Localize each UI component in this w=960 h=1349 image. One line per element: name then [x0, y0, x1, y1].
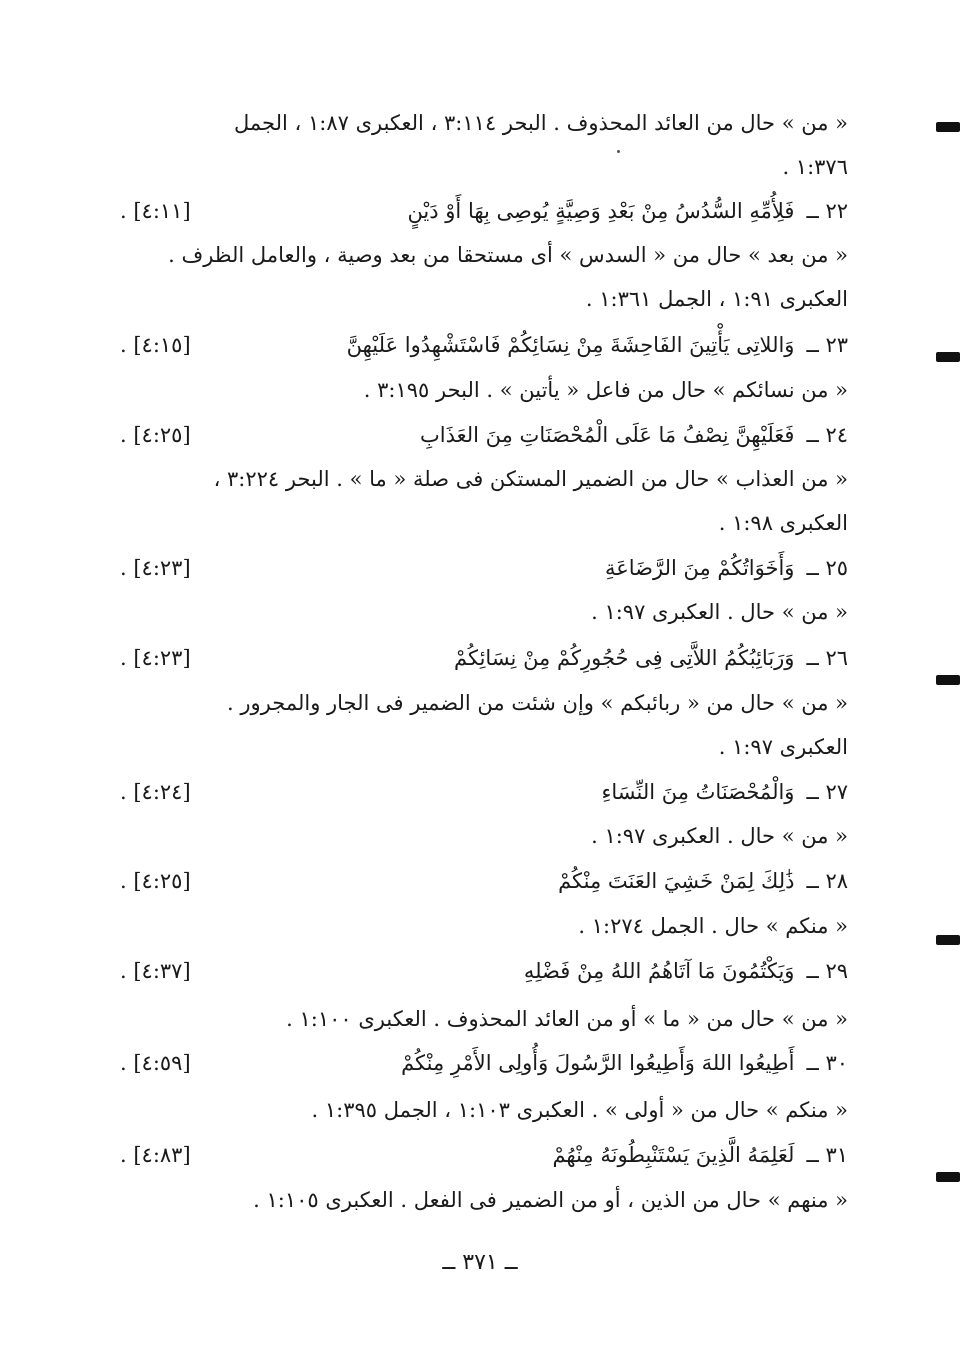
verse-reference: . [٤:٣٧]: [120, 959, 191, 983]
verse-reference: . [٤:٢٥]: [120, 423, 191, 447]
verse-number: ٢٨ ــ: [806, 869, 848, 893]
scan-edge-mark: [936, 1172, 960, 1182]
verse-reference: . [٤:٢٥]: [120, 869, 191, 893]
verse-24: [120, 413, 848, 457]
commentary-line: « من » حال من العائد المحذوف . البحر ٣:١١٤ ، العكبرى ١:٨٧ ، الجمل: [234, 111, 848, 135]
verse-reference: . [٤:٢٣]: [120, 556, 191, 580]
verse-text: وَاللاتِى يَأْتِينَ الفَاحِشَةَ مِنْ نِسَائِكُمْ فَاسْتَشْهِدُوا عَلَيْهِنَّ: [346, 333, 795, 357]
verse-reference: . [٤:٢٣]: [120, 646, 191, 670]
verse-reference: . [٤:١١]: [120, 199, 191, 223]
verse-30: [120, 1041, 848, 1085]
verse-number: ٢٣ ــ: [806, 333, 848, 357]
verse-reference: . [٤:٢٤]: [120, 780, 191, 804]
verse-number: ٢٥ ــ: [806, 556, 848, 580]
commentary-line: « منكم » حال من « أولى » . العكبرى ١:١٠٣ ، الجمل ١:٣٩٥ .: [311, 1098, 848, 1122]
scan-edge-mark: [936, 935, 960, 945]
verse-25: [120, 546, 848, 590]
verse-number: ٢٤ ــ: [806, 423, 848, 447]
verse-text: وَيَكْتُمُونَ مَا آتَاهُمُ اللهُ مِنْ فَضْلِهِ: [523, 959, 795, 983]
verse-number: ٢٧ ــ: [806, 780, 848, 804]
commentary-line: العكبرى ١:٩٧ .: [718, 735, 848, 759]
page-number: ــ ٣٧١ ــ: [442, 1250, 518, 1275]
commentary-line: العكبرى ١:٩٨ .: [718, 511, 848, 535]
verse-reference: . [٤:٥٩]: [120, 1051, 191, 1075]
verse-31: [120, 1133, 848, 1177]
verse-text: أَطِيعُوا اللهَ وَأَطِيعُوا الرَّسُولَ وَأُولِى الأَمْرِ مِنْكُمْ: [401, 1051, 795, 1075]
commentary-line: « من بعد » حال من « السدس » أى مستحقا من بعد وصية ، والعامل الظرف .: [168, 243, 848, 267]
commentary-line: « من نسائكم » حال من فاعل « يأتين » . البحر ٣:١٩٥ .: [363, 378, 848, 402]
commentary-line: « منهم » حال من الذين ، أو من الضمير فى الفعل . العكبرى ١:١٠٥ .: [253, 1188, 848, 1212]
verse-29: [120, 949, 848, 993]
verse-number: ٣١ ــ: [806, 1143, 848, 1167]
commentary-line: ١:٣٧٦ .: [782, 155, 848, 179]
verse-text: لَعَلِمَهُ الَّذِينَ يَسْتَنْبِطُونَهُ مِنْهُمْ: [552, 1143, 795, 1167]
verse-22: [120, 189, 848, 233]
verse-23: [120, 323, 848, 367]
verse-27: [120, 770, 848, 814]
verse-text: فَلِأُمِّهِ السُّدُسُ مِنْ بَعْدِ وَصِيَّةٍ يُوصِى بِهَا أَوْ دَيْنٍ: [407, 199, 795, 223]
commentary-line: « من » حال . العكبرى ١:٩٧ .: [591, 600, 848, 624]
verse-number: ٢٦ ــ: [806, 646, 848, 670]
verse-number: ٣٠ ــ: [806, 1051, 848, 1075]
verse-28: [120, 859, 848, 903]
verse-text: فَعَلَيْهِنَّ نِصْفُ مَا عَلَى الْمُحْصَنَاتِ مِنَ العَذَابِ: [419, 423, 795, 447]
verse-number: ٢٩ ــ: [806, 959, 848, 983]
commentary-line: « من » حال من « ربائبكم » وإن شئت من الضمير فى الجار والمجرور .: [227, 691, 848, 715]
verse-text: وَرَبَائِبُكُمُ اللاَّتِى فِى حُجُورِكُمْ مِنْ نِسَائِكُمْ: [454, 646, 795, 670]
commentary-line: « من » حال . العكبرى ١:٩٧ .: [591, 824, 848, 848]
verse-text: وَالْمُحْصَنَاتُ مِنَ النِّسَاءِ: [601, 780, 795, 804]
scan-edge-mark: [936, 122, 960, 132]
verse-reference: . [٤:٨٣]: [120, 1143, 191, 1167]
scan-edge-mark: [936, 352, 960, 362]
scan-edge-mark: [936, 675, 960, 685]
commentary-line: « منكم » حال . الجمل ١:٢٧٤ .: [578, 914, 848, 938]
verse-number: ٢٢ ــ: [806, 199, 848, 223]
commentary-line: « من » حال من « ما » أو من العائد المحذوف . العكبرى ١:١٠٠ .: [286, 1007, 848, 1031]
commentary-line: « من العذاب » حال من الضمير المستكن فى صلة « ما » . البحر ٣:٢٢٤ ،: [213, 467, 848, 491]
verse-26: [120, 636, 848, 680]
verse-text: وَأَخَوَاتُكُمْ مِنَ الرَّضَاعَةِ: [604, 556, 795, 580]
verse-text: ذَٰلِكَ لِمَنْ خَشِيَ العَنَتَ مِنْكُمْ: [558, 869, 795, 893]
verse-reference: . [٤:١٥]: [120, 333, 191, 357]
commentary-line: العكبرى ١:٩١ ، الجمل ١:٣٦١ .: [585, 287, 848, 311]
scan-speck: [617, 150, 620, 153]
